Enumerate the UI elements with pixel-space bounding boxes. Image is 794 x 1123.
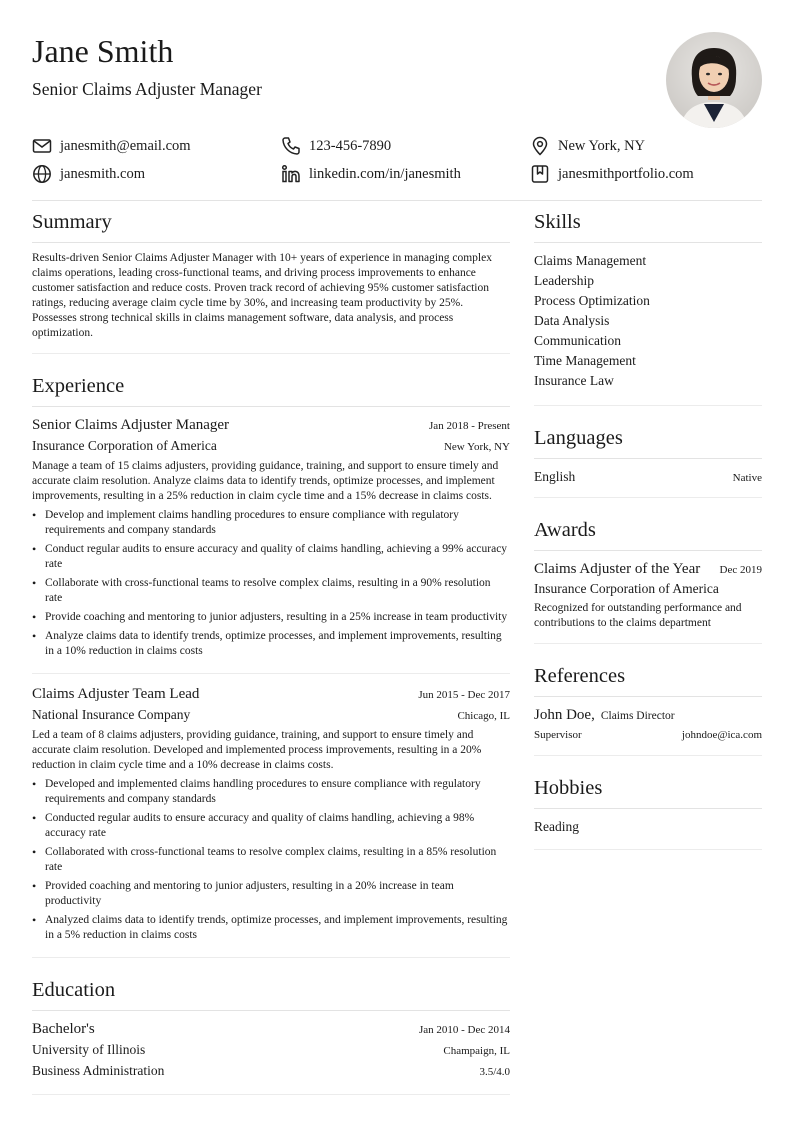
job-location: New York, NY bbox=[443, 441, 510, 453]
references-section bbox=[534, 660, 762, 756]
job-bullets bbox=[32, 777, 510, 943]
section-title-hobbies: Hobbies bbox=[534, 772, 762, 809]
contact-location bbox=[530, 135, 645, 157]
phone-icon bbox=[281, 136, 301, 156]
section-title-languages: Languages bbox=[534, 422, 762, 459]
job-role: Senior Claims Adjuster Manager bbox=[32, 417, 230, 433]
edu-dates: Jan 2010 - Dec 2014 bbox=[418, 1024, 510, 1036]
linkedin-text[interactable]: linkedin.com/in/janesmith bbox=[309, 165, 461, 182]
skill-item: Claims Management bbox=[534, 253, 647, 268]
edu-degree: Bachelor's bbox=[32, 1021, 95, 1037]
globe-icon bbox=[32, 164, 52, 184]
hobbies-section bbox=[534, 772, 762, 850]
list-item: • Provide coaching and mentoring to junior adjusters, resulting in a 25% increase in team productivity bbox=[32, 610, 510, 625]
education-section bbox=[32, 974, 510, 1095]
reference-position: Claims Director bbox=[600, 710, 675, 722]
main-column bbox=[32, 206, 510, 1095]
experience-item bbox=[32, 415, 510, 674]
award-date: Dec 2019 bbox=[719, 564, 762, 576]
job-bullets bbox=[32, 508, 510, 659]
skill-item: Insurance Law bbox=[534, 373, 614, 388]
experience-item bbox=[32, 684, 510, 958]
skill-item: Data Analysis bbox=[534, 313, 610, 328]
language-name: English bbox=[534, 469, 576, 484]
list-item: • Collaborated with cross-functional teams to resolve complex claims, resulting in a 85% resolution rate bbox=[32, 845, 510, 875]
header-divider bbox=[32, 200, 762, 201]
phone-text[interactable]: 123-456-7890 bbox=[309, 137, 392, 154]
languages-section bbox=[534, 422, 762, 498]
list-item: • Analyze claims data to identify trends, optimize processes, and implement improvements, resulting in a 10% reduction in claims costs bbox=[32, 629, 510, 659]
list-item: • Developed and implemented claims handling procedures to ensure compliance with regulatory requirements and company standards bbox=[32, 777, 510, 807]
contact-portfolio[interactable] bbox=[530, 163, 694, 185]
job-location: Chicago, IL bbox=[457, 710, 510, 722]
job-role: Claims Adjuster Team Lead bbox=[32, 686, 200, 702]
section-title-skills: Skills bbox=[534, 206, 762, 243]
section-title-education: Education bbox=[32, 974, 510, 1011]
list-item: • Conducted regular audits to ensure accuracy and quality of claims handling, achieving a 98% accuracy rate bbox=[32, 811, 510, 841]
section-title-references: References bbox=[534, 660, 762, 697]
hobby-item: Reading bbox=[534, 819, 579, 834]
edu-gpa: 3.5/4.0 bbox=[479, 1066, 510, 1078]
job-dates: Jan 2018 - Present bbox=[429, 420, 510, 432]
skill-item: Time Management bbox=[534, 353, 636, 368]
skill-item: Communication bbox=[534, 333, 621, 348]
profile-photo bbox=[666, 32, 762, 128]
list-item: • Develop and implement claims handling procedures to ensure compliance with regulatory requirements and company standards bbox=[32, 508, 510, 538]
reference-email[interactable]: johndoe@ica.com bbox=[681, 729, 762, 741]
section-title-experience: Experience bbox=[32, 370, 510, 407]
list-item: • Provided coaching and mentoring to junior adjusters, resulting in a 20% increase in team productivity bbox=[32, 879, 510, 909]
awards-section bbox=[534, 514, 762, 644]
experience-section bbox=[32, 370, 510, 958]
job-description: Led a team of 8 claims adjusters, providing guidance, training, and support to ensure timely and accurate claim resolution. Developed and implemented process improvements, resulting in a 20% reduction in claim cycle time and a 10% decrease in claims costs. bbox=[32, 729, 482, 771]
contact-linkedin[interactable] bbox=[281, 163, 461, 185]
skills-section bbox=[534, 206, 762, 406]
award-title: Claims Adjuster of the Year bbox=[534, 561, 701, 577]
section-title-summary: Summary bbox=[32, 206, 510, 243]
language-level: Native bbox=[732, 472, 762, 484]
location-pin-icon bbox=[530, 136, 550, 156]
side-column bbox=[534, 206, 762, 850]
candidate-title: Senior Claims Adjuster Manager bbox=[32, 79, 262, 99]
job-company: National Insurance Company bbox=[32, 707, 191, 722]
award-org: Insurance Corporation of America bbox=[534, 581, 719, 596]
mail-icon bbox=[32, 136, 52, 156]
section-title-awards: Awards bbox=[534, 514, 762, 551]
contact-email[interactable] bbox=[32, 135, 191, 157]
skill-item: Process Optimization bbox=[534, 293, 650, 308]
linkedin-icon bbox=[281, 164, 301, 184]
website-text[interactable]: janesmith.com bbox=[60, 165, 145, 182]
list-item: • Collaborate with cross-functional teams to resolve complex claims, resulting in a 90% resolution rate bbox=[32, 576, 510, 606]
reference-name: John Doe, bbox=[534, 707, 595, 723]
portfolio-text[interactable]: janesmithportfolio.com bbox=[558, 165, 694, 182]
reference-relation: Supervisor bbox=[534, 729, 582, 741]
list-item: • Analyzed claims data to identify trends, optimize processes, and implement improvements, resulting in a 5% reduction in claims costs bbox=[32, 913, 510, 943]
candidate-name: Jane Smith bbox=[32, 33, 174, 69]
edu-school: University of Illinois bbox=[32, 1042, 146, 1057]
skill-item: Leadership bbox=[534, 273, 594, 288]
list-item: • Conduct regular audits to ensure accuracy and quality of claims handling, achieving a 99% accuracy rate bbox=[32, 542, 510, 572]
contact-phone[interactable] bbox=[281, 135, 391, 157]
edu-field: Business Administration bbox=[32, 1063, 165, 1078]
resume-header bbox=[32, 30, 762, 130]
job-description: Manage a team of 15 claims adjusters, providing guidance, training, and support to ensure timely and accurate claim resolution. Analyze claims data to identify trends, optimize processes, and implement improvements, resulting in a 25% reduction in claim cycle time and a 15% decrease in claims costs. bbox=[32, 460, 499, 502]
email-text[interactable]: janesmith@email.com bbox=[60, 137, 191, 154]
location-text: New York, NY bbox=[558, 137, 646, 154]
contact-website[interactable] bbox=[32, 163, 145, 185]
summary-section bbox=[32, 206, 510, 354]
job-dates: Jun 2015 - Dec 2017 bbox=[418, 689, 510, 701]
job-company: Insurance Corporation of America bbox=[32, 438, 217, 453]
summary-text: Results-driven Senior Claims Adjuster Manager with 10+ years of experience in managing complex claims operations, leading cross-functional teams, and driving process improvements to enhance customer satisfaction and reduce costs. Proven track record of achieving 95% customer satisfaction ratings, reducing average claim cycle time by 30%, and increasing team productivity by 25%. Possesses strong technical skills in claims management software, data analysis, and process optimization. bbox=[32, 252, 492, 339]
bookmark-icon bbox=[530, 164, 550, 184]
award-description: Recognized for outstanding performance and contributions to the claims department bbox=[534, 602, 742, 629]
edu-location: Champaign, IL bbox=[443, 1045, 510, 1057]
